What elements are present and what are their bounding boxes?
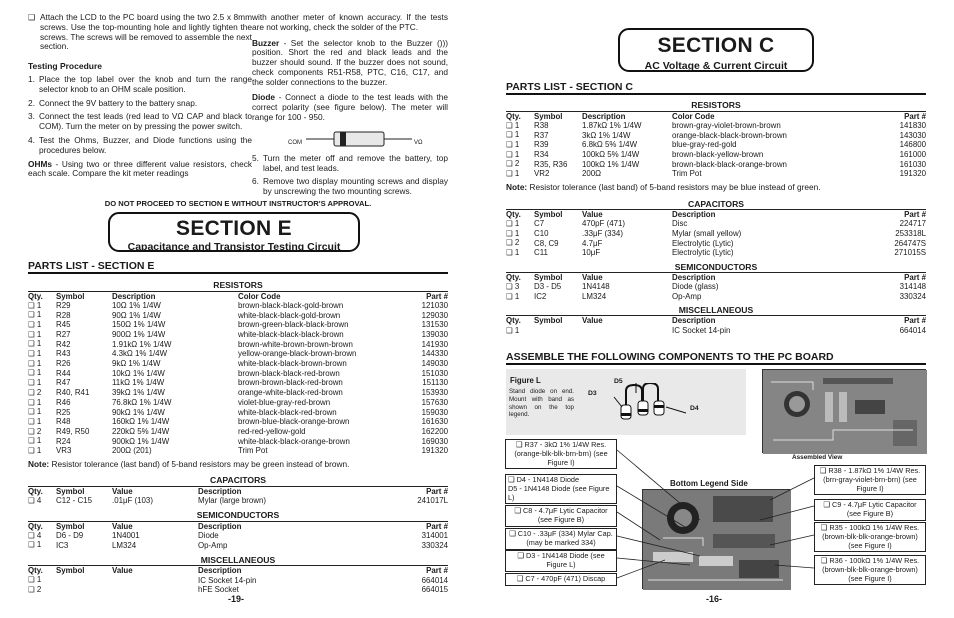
callout-r35: ❑ R35 - 100kΩ 1% 1/4W Res. (brown-blk-blk-orange-brown) (see Figure I) — [814, 522, 926, 552]
checkbox-icon: ❑ — [506, 218, 515, 228]
parts-list-e-heading: PARTS LIST - SECTION E — [28, 260, 155, 272]
table-row: ❑ 1 R25 90kΩ 1% 1/4W white-black-black-red-brown 159030 — [28, 407, 448, 417]
table-row: ❑ 3 D3 - D5 1N4148 Diode (glass) 314148 — [506, 281, 926, 292]
checkbox-icon: ❑ — [506, 169, 515, 179]
table-row: ❑ 1 R29 10Ω 1% 1/4W brown-black-black-gold-brown 121030 — [28, 300, 448, 310]
table-row: ❑ 1 R27 900Ω 1% 1/4W white-black-black-black-brown 139030 — [28, 329, 448, 339]
note-e: Note: Resistor tolerance (last band) of 5-band resistors may be green instead of brown. — [28, 458, 350, 469]
checkbox-icon: ❑ — [28, 368, 37, 378]
checkbox-icon: ❑ — [28, 445, 37, 455]
callout-c9: ❑ C9 - 4.7μF Lytic Capacitor (see Figure B) — [814, 499, 926, 521]
table-row: ❑ 1 R46 76.8kΩ 1% 1/4W violet-blue-gray-red-brown 157630 — [28, 397, 448, 407]
assembled-view-pcb-image — [762, 369, 926, 453]
checkbox-icon: ❑ — [28, 13, 36, 22]
checkbox-icon: ❑ — [28, 397, 37, 407]
checkbox-icon: ❑ — [506, 228, 515, 238]
step-item: 2. Connect the 9V battery to the battery snap. — [28, 97, 198, 108]
table-header-row: Qty. Symbol Value Description Part # — [28, 566, 448, 576]
step-item: 4. Test the Ohms, Buzzer, and Diode functions using the procedures below. — [28, 135, 252, 155]
table-row: ❑ 1 R26 9kΩ 1% 1/4W white-black-black-brown-brown 149030 — [28, 358, 448, 369]
checkbox-icon: ❑ — [28, 540, 37, 550]
checkbox-icon: ❑ — [517, 551, 524, 560]
testing-heading: Testing Procedure — [28, 61, 102, 72]
table-row: ❑ 1 IC2 LM324 Op-Amp 330324 — [506, 291, 926, 301]
checkbox-icon: ❑ — [28, 407, 37, 417]
callout-d4-d5: ❑ D4 - 1N4148 Diode D5 - 1N4148 Diode (see Figure L) — [505, 474, 617, 504]
semiconductors-table-c — [506, 273, 926, 302]
table-row: ❑ 1 R42 1.91kΩ 1% 1/4W brown-white-brown-brown-brown 141930 — [28, 339, 448, 349]
checkbox-icon: ❑ — [506, 120, 515, 130]
callout-r37: ❑ R37 - 3kΩ 1% 1/4W Res. (orange-blk-blk-brn-brn) (see Figure I) — [505, 439, 617, 469]
checkbox-icon: ❑ — [514, 506, 521, 515]
table-row: ❑ 1 R39 6.8kΩ 5% 1/4W blue-gray-red-gold 146800 — [506, 140, 926, 150]
assemble-section — [506, 351, 926, 365]
checkbox-icon: ❑ — [506, 149, 515, 159]
checkbox-icon: ❑ — [819, 466, 827, 475]
callout-c7: ❑ C7 - 470pF (471) Discap — [505, 573, 617, 586]
checkbox-icon: ❑ — [506, 291, 515, 301]
checkbox-icon: ❑ — [28, 310, 37, 320]
col2-paragraph: with another meter of known accuracy. If the tests are not working, check the solder of the PTC. — [252, 12, 448, 32]
table-row: ❑ 1 VR3 200Ω (201) Trim Pot 191320 — [28, 445, 448, 456]
table-row: ❑ 1 R45 150Ω 1% 1/4W brown-green-black-black-brown 131530 — [28, 320, 448, 330]
capacitors-title: CAPACITORS — [687, 198, 745, 209]
bottom-legend-pcb-image — [642, 489, 790, 589]
table-row: ❑ 4 D6 - D9 1N4001 Diode 314001 — [28, 530, 448, 540]
table-row: ❑ 1 R43 4.3kΩ 1% 1/4W yellow-orange-black-brown-brown 144330 — [28, 349, 448, 359]
parts-list-c-heading: PARTS LIST - SECTION C — [506, 81, 633, 93]
label-d4: D4 — [690, 405, 699, 412]
table-row: ❑ 2 hFE Socket 664015 — [28, 585, 448, 595]
section-c-title: SECTION C — [657, 34, 775, 57]
diode-figure-l — [606, 383, 706, 425]
checkbox-icon: ❑ — [28, 495, 37, 505]
resistors-title: RESISTORS — [691, 100, 741, 111]
heading-rule — [506, 93, 926, 95]
pcb-traces — [763, 370, 927, 454]
parts-list-c — [506, 81, 926, 335]
table-row: ❑ 1 IC Socket 14-pin 664014 — [506, 325, 926, 335]
page-number-right: -16- — [706, 594, 723, 604]
checkbox-icon: ❑ — [823, 500, 830, 509]
capacitors-title: CAPACITORS — [209, 475, 267, 486]
table-row: ❑ 1 R48 160kΩ 1% 1/4W brown-blue-black-orange-brown 161630 — [28, 416, 448, 427]
checkbox-icon: ❑ — [28, 378, 37, 388]
callout-d3: ❑ D3 - 1N4148 Diode (see Figure L) — [505, 550, 617, 572]
checkbox-icon: ❑ — [28, 575, 37, 585]
checkbox-icon: ❑ — [28, 358, 37, 368]
capacitors-table-e — [28, 487, 448, 506]
table-header-row: Qty. Symbol Value Description Part # — [506, 272, 926, 282]
checkbox-icon: ❑ — [506, 159, 515, 169]
section-c-title-box — [618, 28, 814, 72]
table-row: ❑ 1 IC3 LM324 Op-Amp 330324 — [28, 540, 448, 550]
intro-paragraph: ❑ Attach the LCD to the PC board using the two 2.5 x 8mm screws. Use the top-mounting hole and lightly tighten the screws. The screws will be removed to assemble the next section. — [28, 12, 252, 52]
note-c: Note: Resistor tolerance (last band) of 5-band resistors may be blue instead of green. — [506, 181, 821, 192]
parts-list-e — [28, 260, 448, 595]
pcb-legend — [643, 490, 791, 590]
table-row: ❑ 1 R38 1.87kΩ 1% 1/4W brown-gray-violet-brown-brown 141830 — [506, 120, 926, 130]
testing-steps — [28, 75, 252, 155]
table-row: ❑ 1 C7 470pF (471) Disc 224717 — [506, 218, 926, 229]
checkbox-icon: ❑ — [508, 475, 515, 484]
assemble-heading: ASSEMBLE THE FOLLOWING COMPONENTS TO THE PC BOARD — [506, 351, 834, 363]
table-row: ❑ 1 C10 .33μF (334) Mylar (small yellow) 253318L — [506, 228, 926, 238]
section-e-title: SECTION E — [176, 217, 292, 240]
checkbox-icon: ❑ — [509, 529, 516, 538]
checkbox-icon: ❑ — [820, 556, 828, 565]
step-item: 5. Turn the meter off and remove the battery, top label, and test leads. — [252, 152, 448, 173]
table-row: ❑ 1 IC Socket 14-pin 664014 — [28, 575, 448, 585]
figure-l — [506, 369, 746, 435]
step-item: 1. Place the top label over the knob and turn the range selector knob to an OHM scale position. — [28, 74, 252, 94]
checkbox-icon: ❑ — [506, 140, 515, 150]
capacitors-table-c — [506, 210, 926, 258]
table-row: ❑ 2 C8, C9 4.7μF Electrolytic (Lytic) 264747S — [506, 238, 926, 248]
heading-rule — [506, 363, 926, 365]
assembled-view-label: Assembled View — [792, 454, 843, 461]
callout-c10: ❑ C10 - .33μF (334) Mylar Cap. (may be marked 334) — [505, 528, 617, 550]
checkbox-icon: ❑ — [515, 440, 523, 449]
checkbox-icon: ❑ — [28, 320, 37, 330]
checkbox-icon: ❑ — [506, 130, 515, 140]
callout-r36: ❑ R36 - 100kΩ 1% 1/4W Res. (brown-blk-blk-orange-brown) (see Figure I) — [814, 555, 926, 585]
step-item: 6. Remove two display mounting screws and display by unscrewing the two mounting screws. — [252, 176, 448, 197]
checkbox-icon: ❑ — [28, 339, 37, 349]
ohms-paragraph: OHMs - Using two or three different value resistors, check each scale. Compare the kit meter readings — [28, 158, 252, 179]
table-header-row: Qty. Symbol Value Description Part # — [28, 521, 448, 531]
misc-title: MISCELLANEOUS — [678, 305, 754, 316]
table-row: ❑ 1 C11 10μF Electrolytic (Lytic) 271015S — [506, 247, 926, 258]
table-row: ❑ 1 R44 10kΩ 1% 1/4W brown-black-black-red-brown 151030 — [28, 368, 448, 378]
misc-title: MISCELLANEOUS — [200, 555, 276, 566]
checkbox-icon: ❑ — [28, 436, 37, 446]
table-row: ❑ 1 R34 100kΩ 5% 1/4W brown-black-yellow-brown 161000 — [506, 149, 926, 159]
checkbox-icon: ❑ — [506, 325, 515, 335]
resistors-title: RESISTORS — [213, 280, 263, 291]
heading-rule — [28, 272, 448, 274]
section-e-title-box — [108, 212, 360, 252]
semiconductors-table-e — [28, 522, 448, 551]
table-row: ❑ 1 VR2 200Ω Trim Pot 191320 — [506, 169, 926, 179]
checkbox-icon: ❑ — [28, 349, 37, 359]
label-d3: D3 — [588, 390, 597, 397]
table-row: ❑ 2 R35, R36 100kΩ 1% 1/4W brown-black-black-orange-brown 161030 — [506, 159, 926, 169]
diode-v-label: VΩ — [414, 139, 423, 146]
label-d5: D5 — [614, 378, 623, 385]
checkbox-icon: ❑ — [506, 238, 515, 248]
checkbox-icon: ❑ — [28, 530, 37, 540]
table-row: ❑ 2 R49, R50 220kΩ 5% 1/4W red-red-yellow-gold 162200 — [28, 426, 448, 436]
semiconductors-title: SEMICONDUCTORS — [196, 510, 280, 521]
table-row: ❑ 1 R28 90Ω 1% 1/4W white-black-black-gold-brown 129030 — [28, 310, 448, 320]
diode-figure — [252, 127, 448, 154]
resistors-table-c — [506, 112, 926, 179]
page-number-left: -19- — [228, 594, 245, 604]
checkbox-icon: ❑ — [506, 281, 515, 291]
table-row: ❑ 4 C12 - C15 .01μF (103) Mylar (large brown) 241017L — [28, 495, 448, 506]
section-c-subtitle: AC Voltage & Current Circuit — [644, 60, 788, 72]
diode-paragraph: Diode - Connect a diode to the test leads with the correct polarity (see figure below). The meter will range for 100 - 950. — [252, 92, 448, 123]
section-e-subtitle: Capacitance and Transistor Testing Circuit — [127, 241, 341, 253]
figure-l-label: Figure L — [510, 376, 541, 385]
checkbox-icon: ❑ — [28, 300, 37, 310]
table-row: ❑ 1 R37 3kΩ 1% 1/4W orange-black-black-brown-brown 143030 — [506, 130, 926, 140]
left-col2 — [252, 13, 448, 201]
table-header-row: Qty. Symbol Value Description Part # — [506, 209, 926, 219]
checkbox-icon: ❑ — [506, 247, 515, 257]
callout-c8: ❑ C8 - 4.7μF Lytic Capacitor (see Figure B) — [505, 505, 617, 527]
buzzer-paragraph: Buzzer - Set the selector knob to the Buzzer ())) position. Short the red and black leads and the buzzer should sound. If the buzzer does not sound, check components R51-R58, PTC, C16, C17, and the solder connections to the buzzer. — [252, 37, 448, 87]
resistors-table-e — [28, 292, 448, 456]
figure-l-text: Stand diode on end. Mount with band as shown on the top legend. — [509, 388, 574, 419]
table-row: ❑ 1 R24 900kΩ 1% 1/4W white-black-black-orange-brown 169030 — [28, 436, 448, 446]
step-item: 3. Connect the test leads (red lead to VΩ CAP and black to COM). Turn the meter on by pressing the power switch. — [28, 111, 252, 132]
checkbox-icon: ❑ — [28, 387, 37, 397]
warning-text: DO NOT PROCEED TO SECTION E WITHOUT INSTRUCTOR'S APPROVAL. — [104, 199, 372, 208]
checkbox-icon: ❑ — [28, 329, 37, 339]
checkbox-icon: ❑ — [516, 574, 524, 583]
table-row: ❑ 1 R47 11kΩ 1% 1/4W brown-brown-black-red-brown 151130 — [28, 378, 448, 388]
table-row: ❑ 2 R40, R41 39kΩ 1% 1/4W orange-white-black-red-brown 153930 — [28, 387, 448, 398]
left-col1 — [28, 13, 252, 179]
checkbox-icon: ❑ — [820, 523, 828, 532]
bottom-legend-label: Bottom Legend Side — [670, 479, 748, 488]
table-header-row: Qty. Symbol Description Color Code Part # — [506, 111, 926, 121]
callout-r38: ❑ R38 - 1.87kΩ 1% 1/4W Res. (brn-gray-violet-brn-brn) (see Figure I) — [814, 465, 926, 495]
table-header-row: Qty. Symbol Description Color Code Part # — [28, 291, 448, 301]
checkbox-icon: ❑ — [28, 426, 37, 436]
testing-steps-2 — [252, 154, 448, 197]
diode-com-label: COM — [288, 139, 302, 146]
checkbox-icon: ❑ — [28, 416, 37, 426]
table-header-row: Qty. Symbol Value Description Part # — [28, 486, 448, 496]
misc-table-c — [506, 316, 926, 335]
table-header-row: Qty. Symbol Value Description Part # — [506, 316, 926, 326]
misc-table-e — [28, 566, 448, 595]
checkbox-icon: ❑ — [28, 585, 37, 595]
semiconductors-title: SEMICONDUCTORS — [674, 261, 758, 272]
